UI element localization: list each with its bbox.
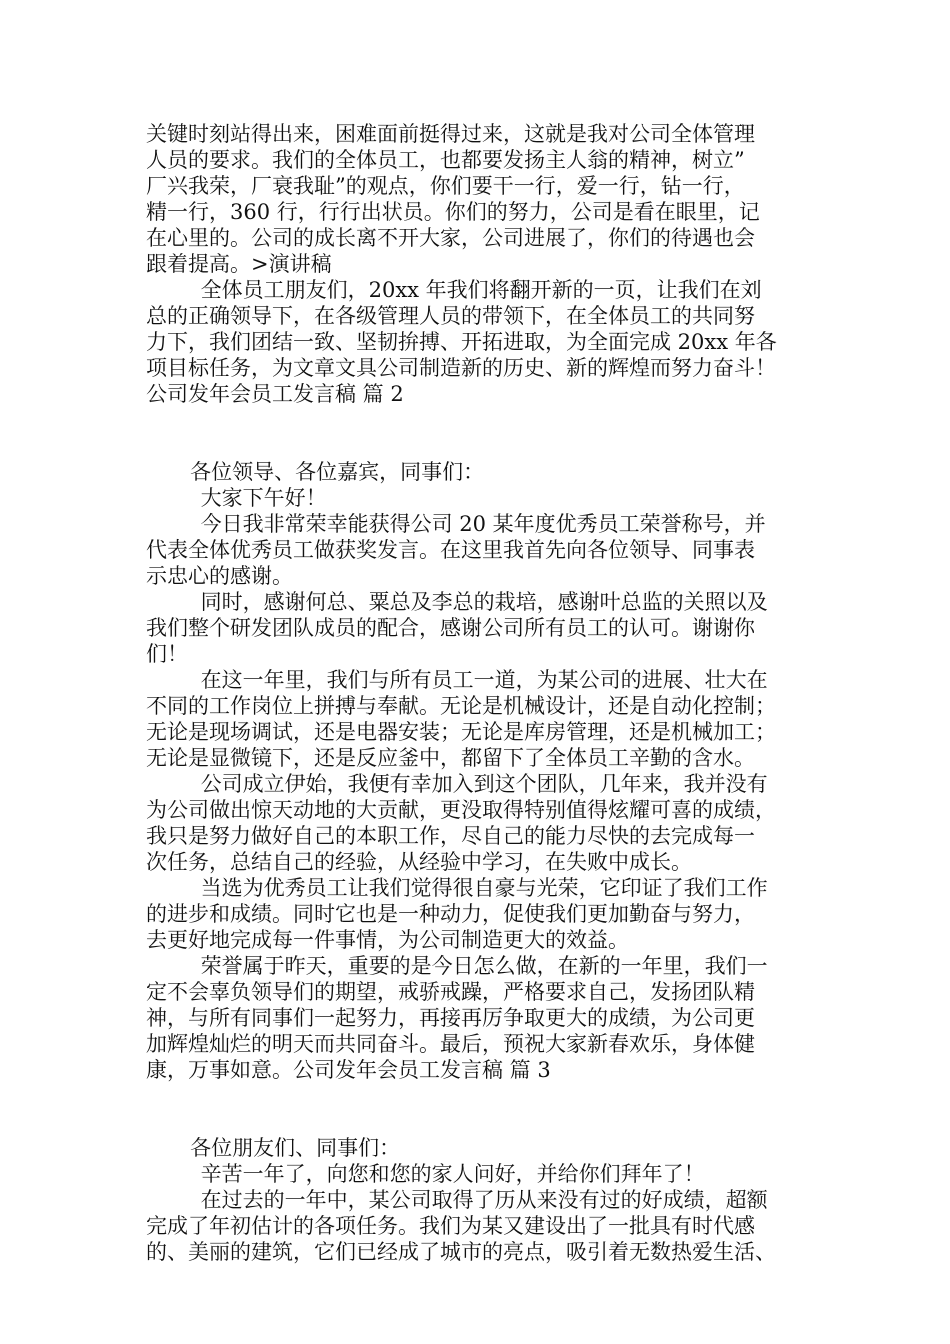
text-line: 全体员工朋友们，20xx 年我们将翻开新的一页，让我们在刘 [200,278,762,302]
text-line: 同时，感谢何总、粟总及李总的栽培，感谢叶总监的关照以及 [200,590,768,614]
paragraph-yesterday [146,953,812,1083]
text-line: 定不会辜负领导们的期望，戒骄戒躁，严格要求自己，发扬团队精 [146,980,755,1004]
text-line: 精一行，360 行，行行出状员。你们的努力，公司是看在眼里，记 [146,200,760,224]
section-heading: 康，万事如意。公司发年会员工发言稿 篇 3 [146,1058,551,1082]
paragraph-since-founding [146,771,812,875]
text-line: 为公司做出惊天动地的大贡献，更没取得特别值得炫耀可喜的成绩， [146,798,776,822]
paragraph-greeting [146,459,812,485]
text-line: 关键时刻站得出来，困难面前挺得过来，这就是我对公司全体管理 [146,122,755,146]
paragraph-award [146,511,812,589]
text-line: 人员的要求。我们的全体员工，也都要发扬主人翁的精神，树立” [146,148,745,172]
text-line: 的、美丽的建筑，它们已经成了城市的亮点，吸引着无数热爱生活、 [146,1240,776,1264]
text-line: 次任务，总结自己的经验，从经验中学习，在失败中成长。 [146,850,692,874]
text-line: 公司成立伊始，我便有幸加入到这个团队，几年来，我并没有 [200,772,768,796]
text-line: 加辉煌灿烂的明天而共同奋斗。最后，预祝大家新春欢乐，身体健 [146,1032,755,1056]
text-line: 今日我非常荣幸能获得公司 20 某年度优秀员工荣誉称号，并 [200,512,766,536]
text-line: 不同的工作岗位上拼搏与奉献。无论是机械设计，还是自动化控制； [146,694,776,718]
text-line: 示忠心的感谢。 [146,564,293,588]
section-spacer [146,1083,812,1135]
text-line: 大家下午好！ [200,486,327,510]
paragraph-greeting-2 [146,1135,812,1161]
text-line: 在这一年里，我们与所有员工一道，为某公司的进展、壮大在 [200,668,768,692]
paragraph-new-year-call [146,277,812,407]
paragraph-honor [146,875,812,953]
text-line: 们！ [146,642,188,666]
paragraph-thanks [146,589,812,667]
text-line: 的进步和成绩。同时它也是一种动力，促使我们更加勤奋与努力， [146,902,755,926]
text-line: 跟着提高。>演讲稿 [146,252,332,276]
paragraph-good-afternoon [146,485,812,511]
paragraph-new-year-wishes [146,1161,812,1187]
section-spacer [146,407,812,459]
text-line: 无论是显微镜下，还是反应釜中，都留下了全体员工辛勤的含水。 [146,746,755,770]
document-body [146,121,812,1265]
text-line: 荣誉属于昨天，重要的是今日怎么做，在新的一年里，我们一 [200,954,768,978]
text-line: 总的正确领导下，在各级管理人员的带领下，在全体员工的共同努 [146,304,755,328]
text-line: 无论是现场调试，还是电器安装；无论是库房管理，还是机械加工； [146,720,776,744]
section-heading: 公司发年会员工发言稿 篇 2 [146,382,404,406]
text-line: 在心里的。公司的成长离不开大家，公司进展了，你们的待遇也会 [146,226,755,250]
text-line: 各位朋友们、同事们： [190,1136,401,1160]
text-line: 我们整个研发团队成员的配合，感谢公司所有员工的认可。谢谢你 [146,616,755,640]
paragraph-closing-remarks [146,121,812,277]
text-line: 力下，我们团结一致、坚韧拚搏、开拓进取，为全面完成 20xx 年各 [146,330,777,354]
paragraph-this-year [146,667,812,771]
text-line: 我只是努力做好自己的本职工作，尽自己的能力尽快的去完成每一 [146,824,755,848]
text-line: 完成了年初估计的各项任务。我们为某又建设出了一批具有时代感 [146,1214,755,1238]
text-line: 代表全体优秀员工做获奖发言。在这里我首先向各位领导、同事表 [146,538,755,562]
text-line: 各位领导、各位嘉宾，同事们： [190,460,485,484]
text-line: 神，与所有同事们一起努力，再接再厉争取更大的成绩，为公司更 [146,1006,755,1030]
text-line: 在过去的一年中，某公司取得了历从来没有过的好成绩，超额 [200,1188,768,1212]
text-line: 辛苦一年了，向您和您的家人问好，并给你们拜年了！ [200,1162,705,1186]
text-line: 当选为优秀员工让我们觉得很自豪与光荣，它印证了我们工作 [200,876,768,900]
paragraph-past-year [146,1187,812,1265]
text-line: 项目标任务，为文章文具公司制造新的历史、新的辉煌而努力奋斗！ [146,356,776,380]
text-line: 厂兴我荣，厂衰我耻”的观点，你们要干一行，爱一行，钻一行， [146,174,745,198]
text-line: 去更好地完成每一件事情，为公司制造更大的效益。 [146,928,629,952]
